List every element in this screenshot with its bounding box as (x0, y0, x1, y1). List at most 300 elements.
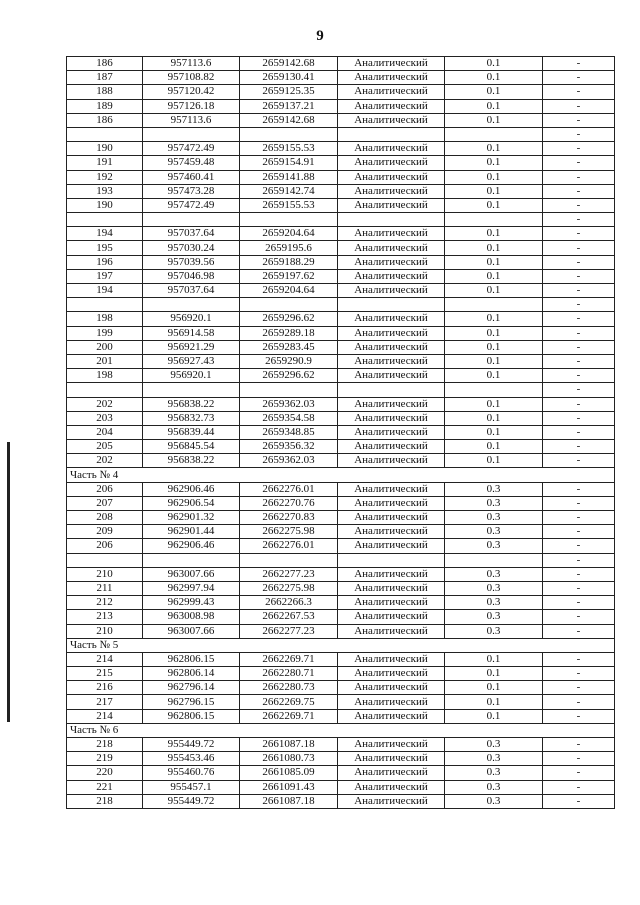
y-coordinate-cell: 2659204.64 (240, 227, 338, 241)
point-number-cell: 203 (67, 411, 143, 425)
y-coordinate-cell: 2659142.74 (240, 184, 338, 198)
method-cell: Аналитический (338, 156, 445, 170)
method-cell: Аналитический (338, 99, 445, 113)
table-row (67, 411, 615, 425)
note-cell: - (543, 213, 615, 227)
x-coordinate-cell: 962906.46 (143, 539, 240, 553)
x-coordinate-cell: 956839.44 (143, 425, 240, 439)
method-cell: Аналитический (338, 511, 445, 525)
precision-cell: 0.3 (445, 752, 543, 766)
note-cell: - (543, 284, 615, 298)
method-cell: Аналитический (338, 539, 445, 553)
method-cell: Аналитический (338, 695, 445, 709)
point-number-cell (67, 213, 143, 227)
note-cell: - (543, 156, 615, 170)
precision-cell: 0.1 (445, 369, 543, 383)
point-number-cell: 214 (67, 652, 143, 666)
point-number-cell (67, 298, 143, 312)
point-number-cell: 202 (67, 397, 143, 411)
y-coordinate-cell: 2659141.88 (240, 170, 338, 184)
note-cell: - (543, 57, 615, 71)
point-number-cell: 215 (67, 667, 143, 681)
x-coordinate-cell: 957473.28 (143, 184, 240, 198)
x-coordinate-cell: 957113.6 (143, 113, 240, 127)
y-coordinate-cell: 2662270.83 (240, 511, 338, 525)
x-coordinate-cell: 957126.18 (143, 99, 240, 113)
method-cell: Аналитический (338, 241, 445, 255)
method-cell: Аналитический (338, 184, 445, 198)
table-body (67, 57, 615, 809)
table-row (67, 369, 615, 383)
method-cell: Аналитический (338, 454, 445, 468)
table-row (67, 496, 615, 510)
y-coordinate-cell: 2659155.53 (240, 198, 338, 212)
precision-cell: 0.1 (445, 284, 543, 298)
precision-cell (445, 298, 543, 312)
table-row (67, 113, 615, 127)
point-number-cell: 220 (67, 766, 143, 780)
table-row (67, 709, 615, 723)
x-coordinate-cell: 956920.1 (143, 312, 240, 326)
page-number: 9 (316, 28, 324, 44)
y-coordinate-cell: 2659290.9 (240, 354, 338, 368)
precision-cell: 0.1 (445, 269, 543, 283)
precision-cell: 0.3 (445, 610, 543, 624)
precision-cell: 0.1 (445, 652, 543, 666)
y-coordinate-cell: 2662275.98 (240, 581, 338, 595)
table-row (67, 596, 615, 610)
table-row (67, 525, 615, 539)
x-coordinate-cell: 963008.98 (143, 610, 240, 624)
note-cell: - (543, 99, 615, 113)
method-cell: Аналитический (338, 113, 445, 127)
method-cell: Аналитический (338, 312, 445, 326)
point-number-cell: 219 (67, 752, 143, 766)
point-number-cell: 210 (67, 624, 143, 638)
method-cell: Аналитический (338, 57, 445, 71)
note-cell: - (543, 227, 615, 241)
y-coordinate-cell (240, 127, 338, 141)
precision-cell: 0.3 (445, 624, 543, 638)
x-coordinate-cell (143, 213, 240, 227)
precision-cell (445, 553, 543, 567)
section-label: Часть № 6 (67, 723, 615, 737)
x-coordinate-cell: 962796.15 (143, 695, 240, 709)
table-row (67, 156, 615, 170)
x-coordinate-cell: 957039.56 (143, 255, 240, 269)
x-coordinate-cell: 956920.1 (143, 369, 240, 383)
point-number-cell: 197 (67, 269, 143, 283)
x-coordinate-cell: 963007.66 (143, 624, 240, 638)
method-cell (338, 298, 445, 312)
table-row (67, 184, 615, 198)
table-row (67, 482, 615, 496)
table-row (67, 539, 615, 553)
note-cell: - (543, 496, 615, 510)
note-cell: - (543, 553, 615, 567)
point-number-cell: 191 (67, 156, 143, 170)
precision-cell: 0.3 (445, 511, 543, 525)
x-coordinate-cell: 956845.54 (143, 440, 240, 454)
precision-cell: 0.3 (445, 482, 543, 496)
table-row (67, 142, 615, 156)
method-cell: Аналитический (338, 738, 445, 752)
point-number-cell: 206 (67, 539, 143, 553)
margin-bar (7, 442, 10, 722)
y-coordinate-cell: 2659348.85 (240, 425, 338, 439)
note-cell: - (543, 397, 615, 411)
precision-cell: 0.3 (445, 780, 543, 794)
method-cell: Аналитический (338, 581, 445, 595)
table-row (67, 255, 615, 269)
table-row (67, 99, 615, 113)
note-cell: - (543, 440, 615, 454)
precision-cell: 0.1 (445, 312, 543, 326)
precision-cell: 0.1 (445, 113, 543, 127)
note-cell: - (543, 383, 615, 397)
point-number-cell: 201 (67, 354, 143, 368)
x-coordinate-cell: 957030.24 (143, 241, 240, 255)
precision-cell: 0.3 (445, 567, 543, 581)
method-cell: Аналитический (338, 170, 445, 184)
method-cell: Аналитический (338, 794, 445, 808)
note-cell: - (543, 142, 615, 156)
table-row (67, 766, 615, 780)
precision-cell (445, 127, 543, 141)
note-cell: - (543, 454, 615, 468)
table-row (67, 794, 615, 808)
point-number-cell: 218 (67, 738, 143, 752)
point-number-cell: 202 (67, 454, 143, 468)
x-coordinate-cell: 955453.46 (143, 752, 240, 766)
section-header-row (67, 638, 615, 652)
precision-cell: 0.1 (445, 425, 543, 439)
section-label: Часть № 5 (67, 638, 615, 652)
table-row (67, 681, 615, 695)
x-coordinate-cell: 962806.14 (143, 667, 240, 681)
note-cell: - (543, 255, 615, 269)
precision-cell: 0.3 (445, 596, 543, 610)
point-number-cell: 189 (67, 99, 143, 113)
y-coordinate-cell: 2662269.75 (240, 695, 338, 709)
precision-cell: 0.1 (445, 681, 543, 695)
note-cell: - (543, 127, 615, 141)
note-cell: - (543, 695, 615, 709)
table-row (67, 198, 615, 212)
point-number-cell: 218 (67, 794, 143, 808)
y-coordinate-cell (240, 553, 338, 567)
point-number-cell: 188 (67, 85, 143, 99)
table-row (67, 284, 615, 298)
separator-row (67, 213, 615, 227)
method-cell: Аналитический (338, 752, 445, 766)
point-number-cell: 198 (67, 312, 143, 326)
note-cell: - (543, 170, 615, 184)
x-coordinate-cell: 956914.58 (143, 326, 240, 340)
table-row (67, 326, 615, 340)
method-cell: Аналитический (338, 85, 445, 99)
y-coordinate-cell: 2662267.53 (240, 610, 338, 624)
precision-cell: 0.1 (445, 241, 543, 255)
point-number-cell (67, 127, 143, 141)
table-row (67, 340, 615, 354)
point-number-cell: 199 (67, 326, 143, 340)
point-number-cell (67, 553, 143, 567)
section-label: Часть № 4 (67, 468, 615, 482)
precision-cell: 0.1 (445, 326, 543, 340)
y-coordinate-cell: 2662280.71 (240, 667, 338, 681)
x-coordinate-cell: 956921.29 (143, 340, 240, 354)
x-coordinate-cell: 957037.64 (143, 284, 240, 298)
precision-cell: 0.3 (445, 539, 543, 553)
x-coordinate-cell: 962806.15 (143, 652, 240, 666)
precision-cell: 0.1 (445, 156, 543, 170)
y-coordinate-cell: 2659356.32 (240, 440, 338, 454)
table-row (67, 780, 615, 794)
note-cell: - (543, 681, 615, 695)
note-cell: - (543, 269, 615, 283)
precision-cell (445, 213, 543, 227)
y-coordinate-cell: 2662277.23 (240, 624, 338, 638)
y-coordinate-cell: 2659283.45 (240, 340, 338, 354)
x-coordinate-cell: 955457.1 (143, 780, 240, 794)
point-number-cell (67, 383, 143, 397)
y-coordinate-cell: 2661091.43 (240, 780, 338, 794)
method-cell: Аналитический (338, 766, 445, 780)
note-cell: - (543, 184, 615, 198)
table-row (67, 567, 615, 581)
precision-cell (445, 383, 543, 397)
y-coordinate-cell: 2659137.21 (240, 99, 338, 113)
method-cell: Аналитический (338, 227, 445, 241)
precision-cell: 0.1 (445, 454, 543, 468)
note-cell: - (543, 482, 615, 496)
point-number-cell: 200 (67, 340, 143, 354)
note-cell: - (543, 667, 615, 681)
note-cell: - (543, 624, 615, 638)
precision-cell: 0.1 (445, 184, 543, 198)
table-row (67, 667, 615, 681)
x-coordinate-cell: 963007.66 (143, 567, 240, 581)
table-row (67, 440, 615, 454)
method-cell: Аналитический (338, 681, 445, 695)
table-row (67, 624, 615, 638)
x-coordinate-cell (143, 127, 240, 141)
x-coordinate-cell: 962806.15 (143, 709, 240, 723)
note-cell: - (543, 752, 615, 766)
point-number-cell: 211 (67, 581, 143, 595)
table-row (67, 610, 615, 624)
point-number-cell: 196 (67, 255, 143, 269)
table-row (67, 581, 615, 595)
table-row (67, 738, 615, 752)
precision-cell: 0.1 (445, 85, 543, 99)
note-cell: - (543, 652, 615, 666)
x-coordinate-cell: 957460.41 (143, 170, 240, 184)
point-number-cell: 221 (67, 780, 143, 794)
point-number-cell: 216 (67, 681, 143, 695)
table-row (67, 397, 615, 411)
method-cell: Аналитический (338, 354, 445, 368)
method-cell: Аналитический (338, 596, 445, 610)
separator-row (67, 383, 615, 397)
y-coordinate-cell: 2659195.6 (240, 241, 338, 255)
x-coordinate-cell: 962997.94 (143, 581, 240, 595)
point-number-cell: 186 (67, 113, 143, 127)
y-coordinate-cell: 2662280.73 (240, 681, 338, 695)
y-coordinate-cell: 2662275.98 (240, 525, 338, 539)
x-coordinate-cell: 955449.72 (143, 794, 240, 808)
y-coordinate-cell: 2659154.91 (240, 156, 338, 170)
y-coordinate-cell: 2662277.23 (240, 567, 338, 581)
note-cell: - (543, 312, 615, 326)
point-number-cell: 206 (67, 482, 143, 496)
x-coordinate-cell: 956832.73 (143, 411, 240, 425)
method-cell: Аналитический (338, 780, 445, 794)
table-row (67, 241, 615, 255)
precision-cell: 0.1 (445, 667, 543, 681)
x-coordinate-cell: 962901.32 (143, 511, 240, 525)
table-row (67, 695, 615, 709)
precision-cell: 0.3 (445, 738, 543, 752)
note-cell: - (543, 766, 615, 780)
y-coordinate-cell: 2662269.71 (240, 652, 338, 666)
method-cell (338, 127, 445, 141)
separator-row (67, 553, 615, 567)
method-cell: Аналитический (338, 425, 445, 439)
x-coordinate-cell: 957113.6 (143, 57, 240, 71)
point-number-cell: 214 (67, 709, 143, 723)
method-cell (338, 383, 445, 397)
table-row (67, 227, 615, 241)
method-cell: Аналитический (338, 624, 445, 638)
x-coordinate-cell: 962906.46 (143, 482, 240, 496)
precision-cell: 0.3 (445, 525, 543, 539)
precision-cell: 0.1 (445, 411, 543, 425)
note-cell: - (543, 326, 615, 340)
precision-cell: 0.1 (445, 695, 543, 709)
table-row (67, 354, 615, 368)
precision-cell: 0.1 (445, 99, 543, 113)
precision-cell: 0.3 (445, 766, 543, 780)
precision-cell: 0.1 (445, 170, 543, 184)
method-cell: Аналитический (338, 71, 445, 85)
y-coordinate-cell: 2659289.18 (240, 326, 338, 340)
precision-cell: 0.1 (445, 709, 543, 723)
separator-row (67, 127, 615, 141)
method-cell: Аналитический (338, 496, 445, 510)
precision-cell: 0.1 (445, 397, 543, 411)
method-cell: Аналитический (338, 610, 445, 624)
method-cell: Аналитический (338, 525, 445, 539)
y-coordinate-cell: 2659204.64 (240, 284, 338, 298)
point-number-cell: 209 (67, 525, 143, 539)
x-coordinate-cell: 957472.49 (143, 142, 240, 156)
section-header-row (67, 723, 615, 737)
note-cell: - (543, 738, 615, 752)
x-coordinate-cell (143, 298, 240, 312)
y-coordinate-cell: 2662269.71 (240, 709, 338, 723)
x-coordinate-cell: 957046.98 (143, 269, 240, 283)
y-coordinate-cell: 2659362.03 (240, 397, 338, 411)
y-coordinate-cell (240, 383, 338, 397)
note-cell: - (543, 298, 615, 312)
x-coordinate-cell: 957472.49 (143, 198, 240, 212)
method-cell: Аналитический (338, 440, 445, 454)
point-number-cell: 208 (67, 511, 143, 525)
point-number-cell: 186 (67, 57, 143, 71)
point-number-cell: 212 (67, 596, 143, 610)
note-cell: - (543, 596, 615, 610)
separator-row (67, 298, 615, 312)
y-coordinate-cell: 2662270.76 (240, 496, 338, 510)
y-coordinate-cell: 2662266.3 (240, 596, 338, 610)
table-row (67, 269, 615, 283)
method-cell: Аналитический (338, 369, 445, 383)
method-cell (338, 213, 445, 227)
method-cell: Аналитический (338, 411, 445, 425)
note-cell: - (543, 369, 615, 383)
x-coordinate-cell: 962999.43 (143, 596, 240, 610)
table-row (67, 170, 615, 184)
precision-cell: 0.3 (445, 496, 543, 510)
table-row (67, 425, 615, 439)
method-cell: Аналитический (338, 709, 445, 723)
x-coordinate-cell: 962906.54 (143, 496, 240, 510)
y-coordinate-cell: 2659155.53 (240, 142, 338, 156)
note-cell: - (543, 610, 615, 624)
precision-cell: 0.1 (445, 142, 543, 156)
x-coordinate-cell: 957120.42 (143, 85, 240, 99)
x-coordinate-cell: 956838.22 (143, 454, 240, 468)
x-coordinate-cell (143, 553, 240, 567)
table-row (67, 57, 615, 71)
note-cell: - (543, 581, 615, 595)
precision-cell: 0.1 (445, 198, 543, 212)
point-number-cell: 193 (67, 184, 143, 198)
point-number-cell: 194 (67, 284, 143, 298)
point-number-cell: 213 (67, 610, 143, 624)
y-coordinate-cell: 2659125.35 (240, 85, 338, 99)
note-cell: - (543, 340, 615, 354)
x-coordinate-cell: 957108.82 (143, 71, 240, 85)
y-coordinate-cell: 2659142.68 (240, 57, 338, 71)
y-coordinate-cell (240, 213, 338, 227)
y-coordinate-cell: 2659362.03 (240, 454, 338, 468)
table-row (67, 652, 615, 666)
note-cell: - (543, 411, 615, 425)
point-number-cell: 190 (67, 142, 143, 156)
note-cell: - (543, 525, 615, 539)
x-coordinate-cell: 956927.43 (143, 354, 240, 368)
method-cell: Аналитический (338, 482, 445, 496)
note-cell: - (543, 780, 615, 794)
note-cell: - (543, 425, 615, 439)
note-cell: - (543, 198, 615, 212)
method-cell (338, 553, 445, 567)
method-cell: Аналитический (338, 198, 445, 212)
x-coordinate-cell: 955460.76 (143, 766, 240, 780)
y-coordinate-cell: 2659130.41 (240, 71, 338, 85)
precision-cell: 0.1 (445, 440, 543, 454)
method-cell: Аналитический (338, 652, 445, 666)
point-number-cell: 187 (67, 71, 143, 85)
method-cell: Аналитический (338, 269, 445, 283)
method-cell: Аналитический (338, 567, 445, 581)
point-number-cell: 198 (67, 369, 143, 383)
point-number-cell: 210 (67, 567, 143, 581)
table-row (67, 511, 615, 525)
